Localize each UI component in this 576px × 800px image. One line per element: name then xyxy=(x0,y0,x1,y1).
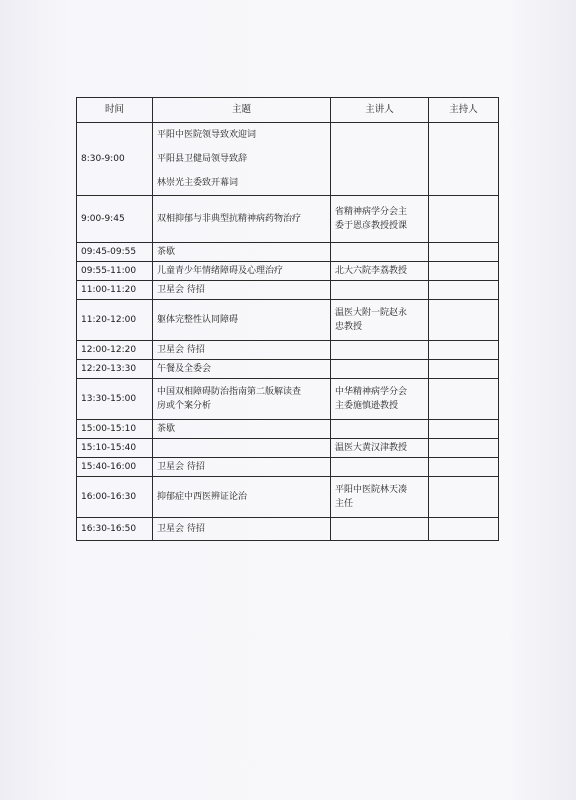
table-row xyxy=(77,341,499,360)
table-row xyxy=(77,458,499,477)
host-cell xyxy=(429,439,499,458)
topic-line: 中国双相障碍防治指南第二版解读查 xyxy=(157,387,302,397)
time-cell: 12:00-12:20 xyxy=(77,341,153,360)
topic-cell: 抑郁症中西医辨证论治 xyxy=(153,477,331,518)
topic-line: 双相抑郁与非典型抗精神病药物治疗 xyxy=(157,214,302,224)
speaker-cell xyxy=(331,281,429,300)
table-row xyxy=(77,196,499,243)
speaker-line: 中华精神病学分会 xyxy=(335,387,408,397)
speaker-cell xyxy=(331,196,429,243)
host-cell xyxy=(429,518,499,541)
topic-cell: 卫星会 待招 xyxy=(153,458,331,477)
speaker-cell xyxy=(331,477,429,518)
topic-cell xyxy=(153,439,331,458)
speaker-line: 省精神病学分会主 xyxy=(335,207,408,217)
topic-line: 林崇光主委致开幕词 xyxy=(157,178,239,188)
schedule-body xyxy=(77,123,499,541)
time-cell: 15:10-15:40 xyxy=(77,439,153,458)
topic-cell xyxy=(153,379,331,420)
speaker-cell: 温医大黄汉津教授 xyxy=(331,439,429,458)
time-cell: 12:20-13:30 xyxy=(77,360,153,379)
table-row xyxy=(77,360,499,379)
host-cell xyxy=(429,300,499,341)
table-row xyxy=(77,243,499,262)
speaker-cell xyxy=(331,518,429,541)
speaker-cell: 北大六院李荔教授 xyxy=(331,262,429,281)
speaker-cell xyxy=(331,360,429,379)
topic-cell: 午餐及全委会 xyxy=(153,360,331,379)
host-cell xyxy=(429,262,499,281)
topic-cell xyxy=(153,123,331,196)
speaker-cell xyxy=(331,123,429,196)
topic-line: 平阳中医院领导致欢迎词 xyxy=(157,130,257,140)
topic-line: 房或个案分析 xyxy=(157,401,212,411)
host-cell xyxy=(429,477,499,518)
topic-cell: 卫星会 待招 xyxy=(153,518,331,541)
host-cell xyxy=(429,196,499,243)
schedule-table xyxy=(76,97,499,541)
speaker-cell xyxy=(331,379,429,420)
time-cell: 11:20-12:00 xyxy=(77,300,153,341)
time-cell: 16:00-16:30 xyxy=(77,477,153,518)
topic-cell: 茶歇 xyxy=(153,243,331,262)
topic-cell: 卫星会 待招 xyxy=(153,341,331,360)
host-cell xyxy=(429,243,499,262)
table-row xyxy=(77,420,499,439)
speaker-line: 主委施慎逊教授 xyxy=(335,401,399,411)
table-row xyxy=(77,123,499,196)
table-row xyxy=(77,518,499,541)
topic-cell: 儿童青少年情绪障碍及心理治疗 xyxy=(153,262,331,281)
time-cell: 09:45-09:55 xyxy=(77,243,153,262)
time-cell: 13:30-15:00 xyxy=(77,379,153,420)
speaker-line: 主任 xyxy=(335,499,354,509)
table-row xyxy=(77,281,499,300)
header-topic: 主题 xyxy=(153,98,331,123)
time-cell: 9:00-9:45 xyxy=(77,196,153,243)
time-cell: 11:00-11:20 xyxy=(77,281,153,300)
speaker-cell xyxy=(331,300,429,341)
speaker-line: 平阳中医院林天凑 xyxy=(335,485,408,495)
table-row xyxy=(77,439,499,458)
table-row xyxy=(77,300,499,341)
host-cell xyxy=(429,379,499,420)
header-row xyxy=(77,98,499,123)
speaker-cell xyxy=(331,341,429,360)
topic-line: 平阳县卫健局领导致辞 xyxy=(157,154,248,164)
topic-cell: 茶歇 xyxy=(153,420,331,439)
table-row xyxy=(77,262,499,281)
host-cell xyxy=(429,420,499,439)
speaker-line: 委于恩彦教授授课 xyxy=(335,221,408,231)
topic-cell: 躯体完整性认同障碍 xyxy=(153,300,331,341)
topic-cell: 卫星会 待招 xyxy=(153,281,331,300)
speaker-cell xyxy=(331,458,429,477)
time-cell: 15:00-15:10 xyxy=(77,420,153,439)
host-cell xyxy=(429,281,499,300)
host-cell xyxy=(429,123,499,196)
header-host: 主持人 xyxy=(429,98,499,123)
topic-cell xyxy=(153,196,331,243)
host-cell xyxy=(429,341,499,360)
speaker-cell xyxy=(331,420,429,439)
header-speaker: 主讲人 xyxy=(331,98,429,123)
speaker-line: 温医大附一院赵永 xyxy=(335,308,408,318)
time-cell: 09:55-11:00 xyxy=(77,262,153,281)
time-cell: 15:40-16:00 xyxy=(77,458,153,477)
speaker-line: 忠教授 xyxy=(335,322,363,332)
header-time: 时间 xyxy=(77,98,153,123)
time-cell: 8:30-9:00 xyxy=(77,123,153,196)
speaker-cell xyxy=(331,243,429,262)
table-row xyxy=(77,477,499,518)
host-cell xyxy=(429,360,499,379)
table-row xyxy=(77,379,499,420)
time-cell: 16:30-16:50 xyxy=(77,518,153,541)
host-cell xyxy=(429,458,499,477)
